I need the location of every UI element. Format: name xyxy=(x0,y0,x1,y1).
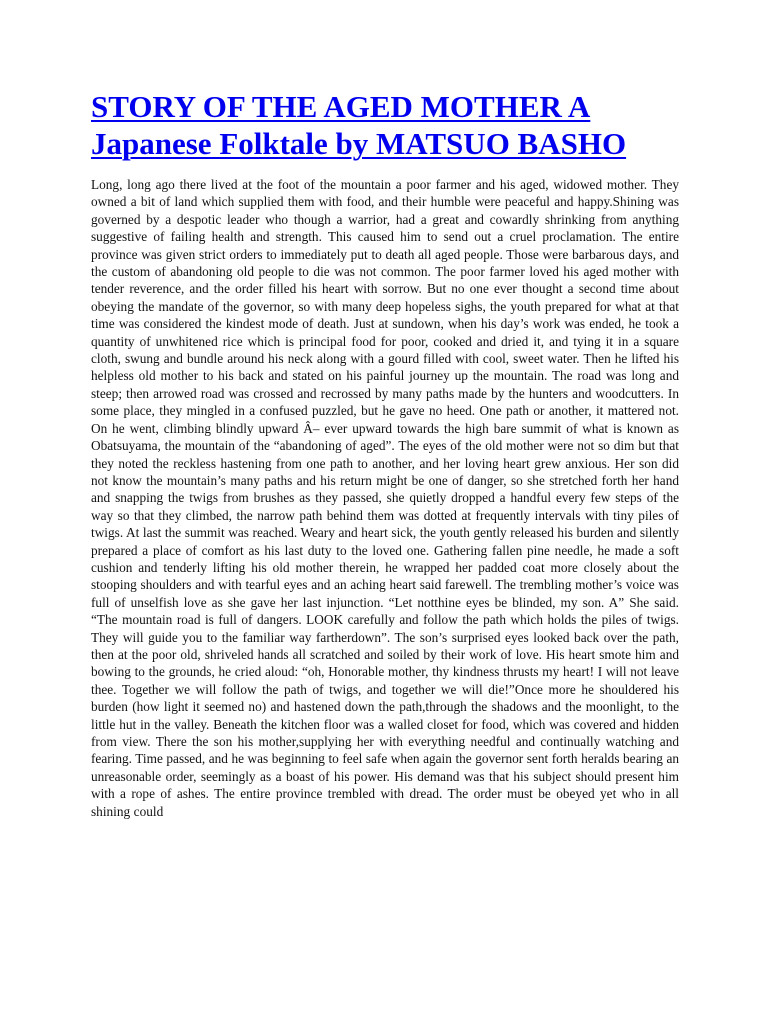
story-body-text: Long, long ago there lived at the foot of the mountain a poor farmer and his aged, widowed mother. They owned a bit of land which supplied them with food, and their humble were peaceful and happy.Shining was governed by a despotic leader who though a warrior, had a great and cowardly shrinking from anything suggestive of failing health and strength. This caused him to send out a cruel proclamation. The entire province was given strict orders to immediately put to death all aged people. Those were barbarous days, and the custom of abandoning old people to die was not common. The poor farmer loved his aged mother with tender reverence, and the order filled his heart with sorrow. But no one ever thought a second time about obeying the mandate of the governor, so with many deep hopeless sighs, the youth prepared for what at that time was considered the kindest mode of death. Just at sundown, when his day’s work was ended, he took a quantity of unwhitened rice which is principal food for poor, cooked and dried it, and tying it in a square cloth, swung and bundle around his neck along with a gourd filled with cool, sweet water. Then he lifted his helpless old mother to his back and stated on his painful journey up the mountain. The road was long and steep; then arrowed road was crossed and recrossed by many paths made by the hunters and woodcutters. In some place, they mingled in a confused puzzled, but he gave no heed. One path or another, it mattered not. On he went, climbing blindly upward Â– ever upward towards the high bare summit of what is known as Obatsuyama, the mountain of the “abandoning of aged”. The eyes of the old mother were not so dim but that they noted the reckless hastening from one path to another, and her loving heart grew anxious. Her son did not know the mountain’s many paths and his return might be one of danger, so she stretched forth her hand and snapping the twigs from brushes as they passed, she quietly dropped a handful every few steps of the way so that they climbed, the narrow path behind them was dotted at frequently intervals with tiny piles of twigs. At last the summit was reached. Weary and heart sick, the youth gently released his burden and silently prepared a place of comfort as his last duty to the loved one. Gathering fallen pine needle, he made a soft cushion and tenderly lifting his old mother therein, he wrapped her padded coat more closely about the stooping shoulders and with tearful eyes and an aching heart said farewell. The trembling mother’s voice was full of unselfish love as she gave her last injunction. “Let notthine eyes be blinded, my son. A” She said. “The mountain road is full of dangers. LOOK carefully and follow the path which holds the piles of twigs. They will guide you to the familiar way fartherdown”. The son’s surprised eyes looked back over the path, then at the poor old, shriveled hands all scratched and soiled by their work of love. His heart smote him and bowing to the grounds, he cried aloud: “oh, Honorable mother, thy kindness thrusts my heart! I will not leave thee. Together we will follow the path of twigs, and together we will die!”Once more he shouldered his burden (how light it seemed no) and hastened down the path,through the shadows and the moonlight, to the little hut in the valley. Beneath the kitchen floor was a walled closet for food, which was covered and hidden from view. There the son his mother,supplying her with everything needful and continually watching and fearing. Time passed, and he was beginning to feel safe when again the governor sent forth heralds bearing an unreasonable order, seemingly as a boast of his power. His demand was that his subject should present him with a rope of ashes. The entire province trembled with dread. The order must be obeyed yet who in all shining could xyxy=(91,177,679,819)
page-title[interactable] xyxy=(91,88,691,162)
title-line-1[interactable]: STORY OF THE AGED MOTHER A xyxy=(91,89,591,124)
title-line-2[interactable]: Japanese Folktale by MATSUO BASHO xyxy=(91,126,627,161)
